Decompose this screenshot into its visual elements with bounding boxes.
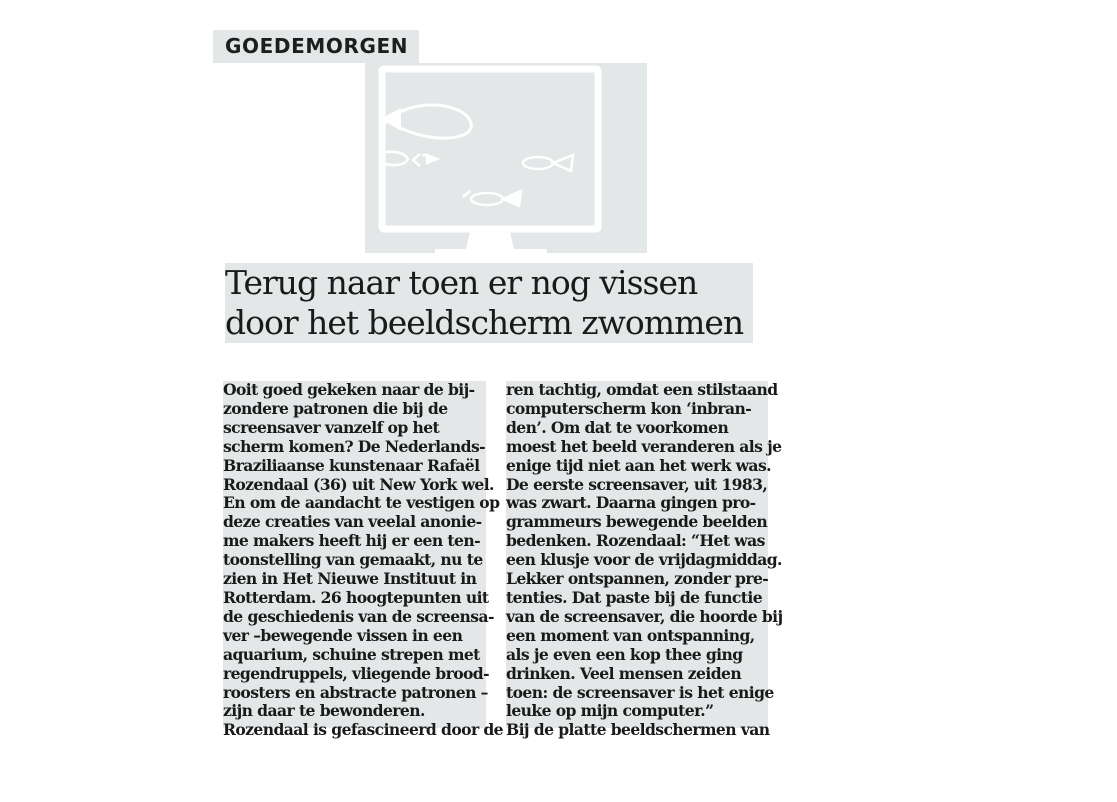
text-line: roosters en abstracte patronen – xyxy=(223,682,488,702)
text-line: screensaver vanzelf op het xyxy=(223,417,440,437)
headline-line: Terug naar toen er nog vissen xyxy=(225,263,698,302)
text-line: regendruppels, vliegende brood- xyxy=(223,663,489,683)
article-column-2 xyxy=(506,380,783,740)
text-line: de geschiedenis van de screensa- xyxy=(223,606,494,626)
text-line: zondere patronen die bij de xyxy=(223,398,448,418)
fish-icon xyxy=(382,152,437,166)
text-line: Rotterdam. 26 hoogtepunten uit xyxy=(223,587,489,607)
text-line: ren tachtig, omdat een stilstaand xyxy=(506,380,778,399)
text-line: een klusje voor de vrijdagmiddag. xyxy=(506,550,782,570)
monitor-with-fish-icon xyxy=(365,63,647,253)
text-line: tenties. Dat paste bij de functie xyxy=(506,587,763,607)
text-line: drinken. Veel mensen zeiden xyxy=(506,663,742,683)
text-line: een moment van ontspanning, xyxy=(506,625,755,645)
section-label: GOEDEMORGEN xyxy=(213,30,419,63)
text-line: En om de aandacht te vestigen op xyxy=(223,493,500,513)
fish-icon xyxy=(382,105,471,138)
text-line: moest het beeld veranderen als je xyxy=(506,436,782,456)
text-line: was zwart. Daarna gingen pro- xyxy=(506,493,756,513)
text-line: Ooit goed gekeken naar de bij- xyxy=(223,380,475,399)
text-line: scherm komen? De Nederlands- xyxy=(223,436,486,456)
text-line: zijn daar te bewonderen. xyxy=(223,701,425,721)
text-line: De eerste screensaver, uit 1983, xyxy=(506,474,768,494)
headline xyxy=(225,263,753,343)
text-line: toonstelling van gemaakt, nu te xyxy=(223,550,483,570)
article-column-1 xyxy=(223,380,504,740)
text-line: den’. Om dat te voorkomen xyxy=(506,417,729,437)
text-line: aquarium, schuine strepen met xyxy=(223,644,480,664)
text-line: Rozendaal (36) uit New York wel. xyxy=(223,474,494,494)
text-line: Braziliaanse kunstenaar Rafaël xyxy=(223,455,480,475)
text-line: zien in Het Nieuwe Instituut in xyxy=(223,569,477,589)
text-line: Rozendaal is gefascineerd door de xyxy=(223,720,504,740)
text-line: deze creaties van veelal anonie- xyxy=(223,512,482,532)
text-line: toen: de screensaver is het enige xyxy=(506,682,774,702)
text-line: me makers heeft hij er een ten- xyxy=(223,531,480,551)
text-line: bedenken. Rozendaal: “Het was xyxy=(506,531,765,551)
fish-icon xyxy=(463,191,521,206)
text-line: computerscherm kon ‘inbran- xyxy=(506,398,752,418)
text-line: Bij de platte beeldschermen van xyxy=(506,720,770,740)
text-line: ver –bewegende vissen in een xyxy=(223,625,463,645)
text-line: Lekker ontspannen, zonder pre- xyxy=(506,569,769,589)
text-line: grammeurs bewegende beelden xyxy=(506,512,768,532)
text-line: als je even een kop thee ging xyxy=(506,644,743,664)
text-line: van de screensaver, die hoorde bij xyxy=(506,606,783,626)
fish-icon xyxy=(523,155,573,171)
monitor-base-icon xyxy=(435,249,547,253)
text-line: enige tijd niet aan het werk was. xyxy=(506,455,771,475)
text-line: leuke op mijn computer.” xyxy=(506,701,714,721)
headline-line: door het beeldscherm zwommen xyxy=(225,303,744,342)
